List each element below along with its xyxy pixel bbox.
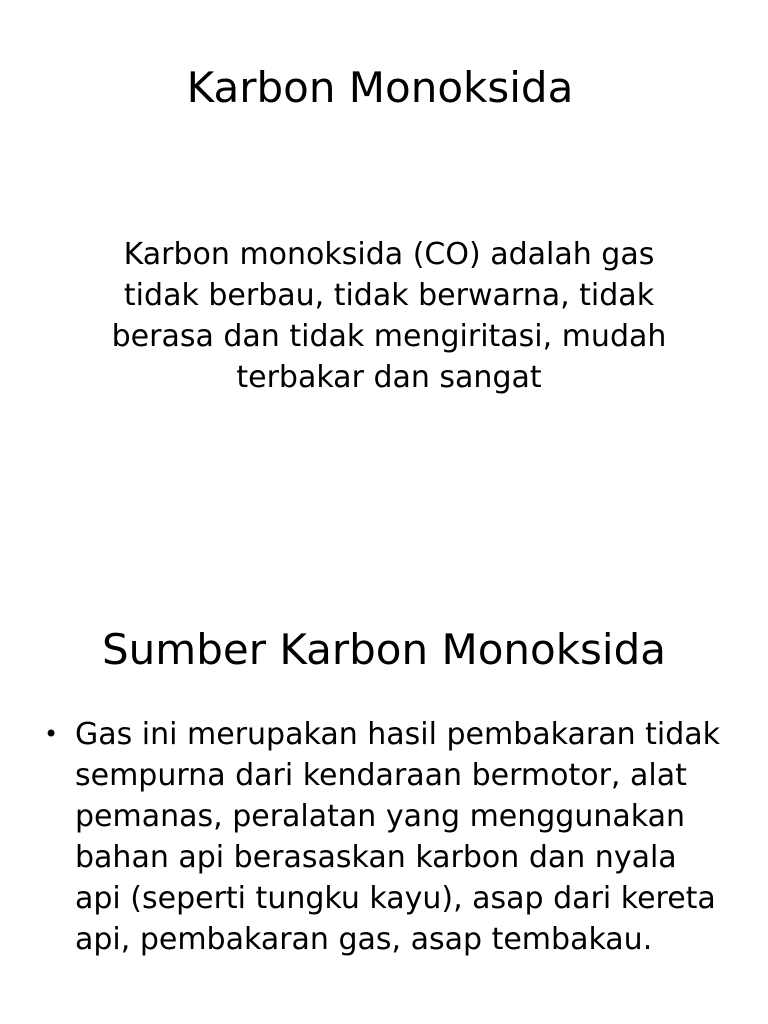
slide-title: Sumber Karbon Monoksida (102, 625, 666, 674)
slide-body-text: Karbon monoksida (CO) adalah gas tidak berbau, tidak berwarna, tidak berasa dan tidak mengiritasi, mudah terbakar dan sangat (111, 237, 667, 395)
slide-title: Karbon Monoksida (186, 63, 574, 112)
bullet-text: Gas ini merupakan hasil pembakaran tidak sempurna dari kendaraan bermotor, alat pemanas, peralatan yang menggunakan bahan api berasaskan karbon dan nyala api (seperti tungku kayu), asap dari kereta api, pembakaran gas, asap tembakau. (75, 717, 721, 957)
bullet-item (0, 714, 768, 960)
bullet-list (0, 714, 768, 960)
bullet-dot-icon: • (44, 720, 59, 748)
slide-2 (0, 512, 768, 1024)
